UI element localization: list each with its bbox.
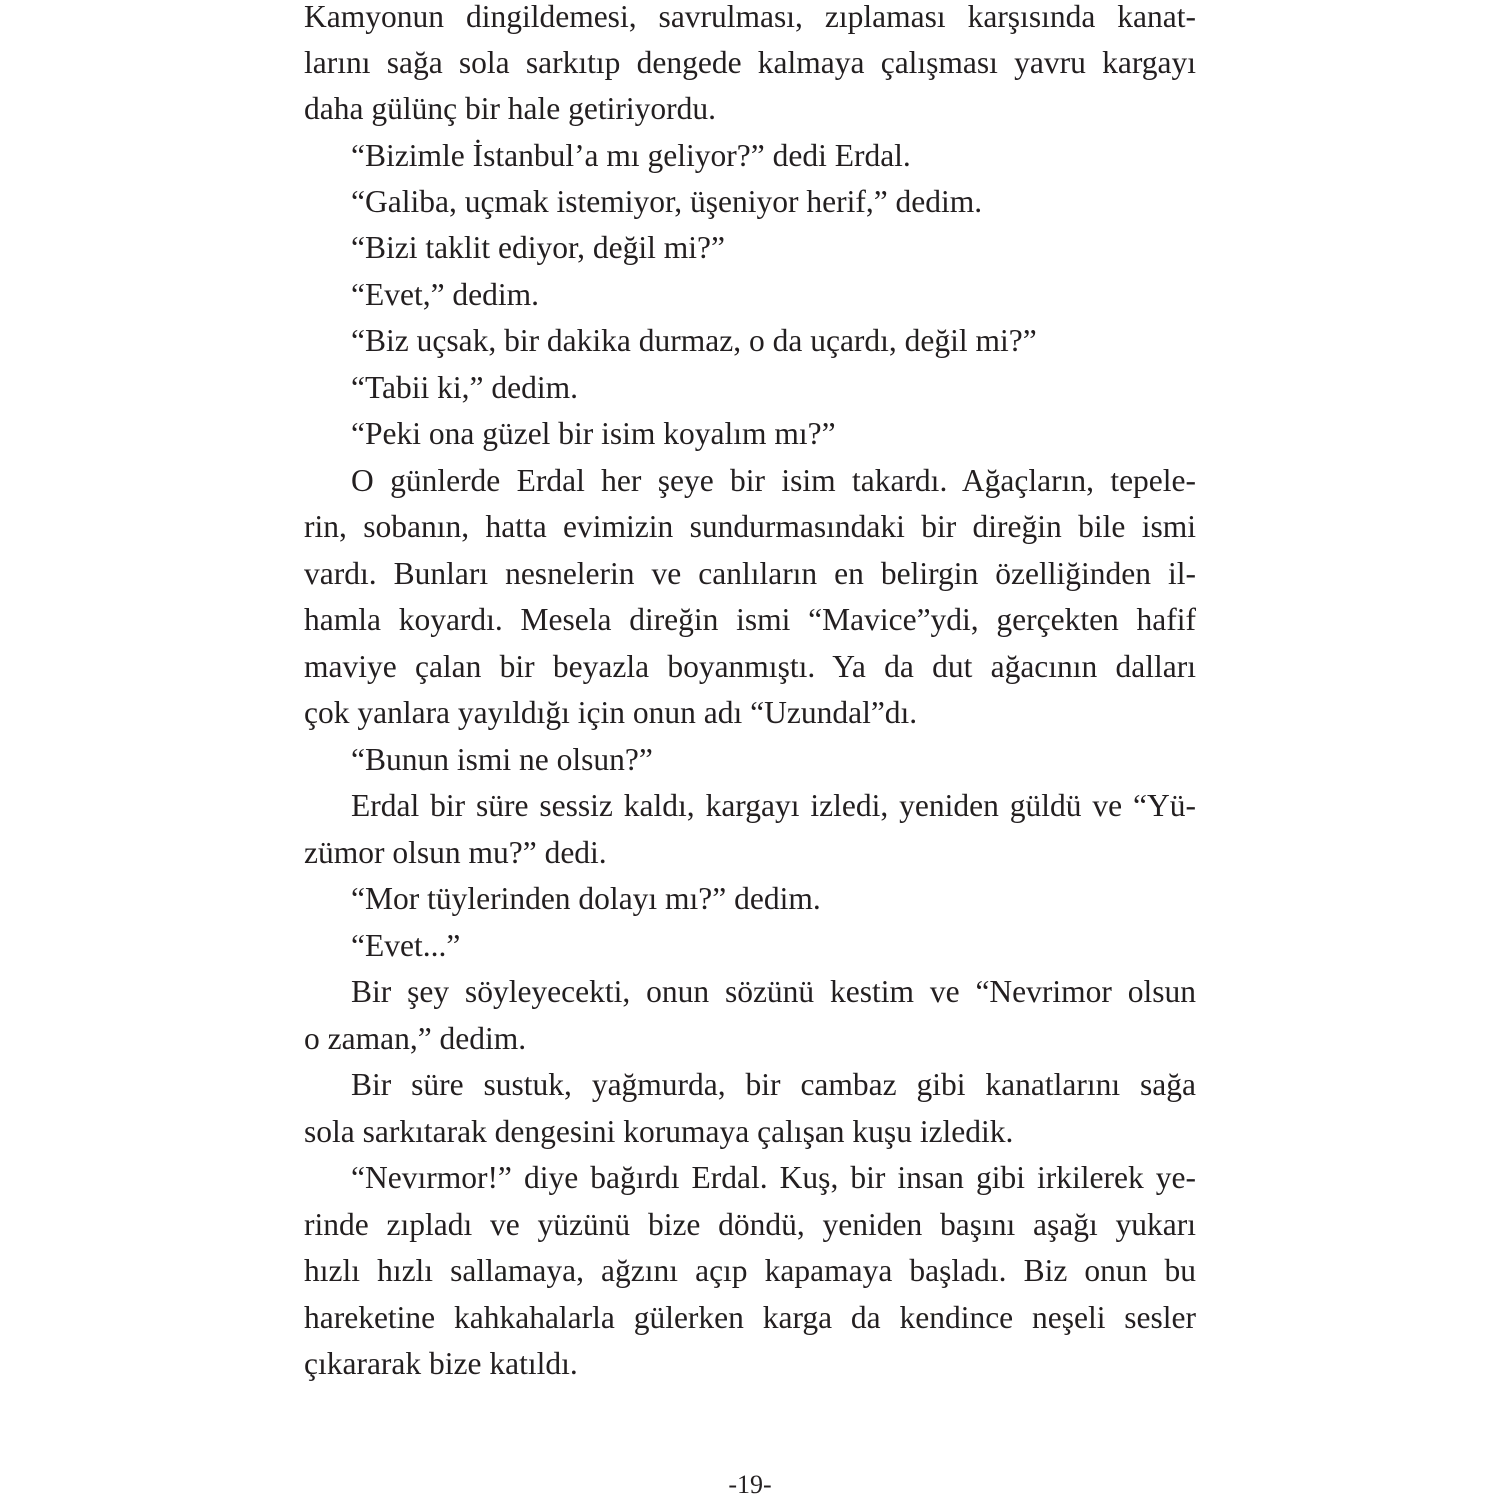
text-line: çok yanlara yayıldığı için onun adı “Uzundal”dı. [304,695,918,730]
text-line: rinde zıpladı ve yüzünü bize döndü, yeniden başını aşağı yukarı [304,1207,1196,1242]
text-line: “Bizi taklit ediyor, değil mi?” [351,230,726,265]
page-number: -19- [728,1470,772,1499]
text-line: maviye çalan bir beyazla boyanmıştı. Ya da dut ağacının dalları [304,649,1196,684]
page-body-text [304,0,1196,1500]
text-line: zümor olsun mu?” dedi. [304,835,607,870]
text-line: “Tabii ki,” dedim. [351,370,578,405]
text-line: Kamyonun dingildemesi, savrulması, zıplaması karşısında kanat- [304,0,1196,34]
text-line: “Mor tüylerinden dolayı mı?” dedim. [351,881,821,916]
text-line: larını sağa sola sarkıtıp dengede kalmaya çalışması yavru kargayı [304,45,1196,80]
text-line: Bir süre sustuk, yağmurda, bir cambaz gibi kanatlarını sağa [351,1067,1196,1102]
text-line: “Nevırmor!” diye bağırdı Erdal. Kuş, bir insan gibi irkilerek ye- [351,1160,1196,1195]
text-line: vardı. Bunları nesnelerin ve canlıların en belirgin özelliğinden il- [304,556,1196,591]
text-line: hamla koyardı. Mesela direğin ismi “Mavice”ydi, gerçekten hafif [304,602,1196,637]
text-line: Bir şey söyleyecekti, onun sözünü kestim ve “Nevrimor olsun [351,974,1196,1009]
text-line: rin, sobanın, hatta evimizin sundurmasındaki bir direğin bile ismi [304,509,1196,544]
text-line: “Evet...” [351,928,461,963]
text-line: hızlı hızlı sallamaya, ağzını açıp kapamaya başladı. Biz onun bu [304,1253,1196,1288]
text-line: O günlerde Erdal her şeye bir isim takardı. Ağaçların, tepele- [351,463,1196,498]
text-line: “Galiba, uçmak istemiyor, üşeniyor herif,” dedim. [351,184,983,219]
text-line: “Biz uçsak, bir dakika durmaz, o da uçardı, değil mi?” [351,323,1037,358]
text-line: sola sarkıtarak dengesini korumaya çalışan kuşu izledik. [304,1114,1014,1149]
text-line: “Bizimle İstanbul’a mı geliyor?” dedi Erdal. [351,138,911,173]
text-line: o zaman,” dedim. [304,1021,527,1056]
text-line: “Evet,” dedim. [351,277,540,312]
text-line: çıkararak bize katıldı. [304,1346,578,1381]
text-line: hareketine kahkahalarla gülerken karga da kendince neşeli sesler [304,1300,1196,1335]
text-line: “Peki ona güzel bir isim koyalım mı?” [351,416,836,451]
text-line: “Bunun ismi ne olsun?” [351,742,653,777]
text-line: Erdal bir süre sessiz kaldı, kargayı izledi, yeniden güldü ve “Yü- [351,788,1196,823]
text-line: daha gülünç bir hale getiriyordu. [304,91,716,126]
